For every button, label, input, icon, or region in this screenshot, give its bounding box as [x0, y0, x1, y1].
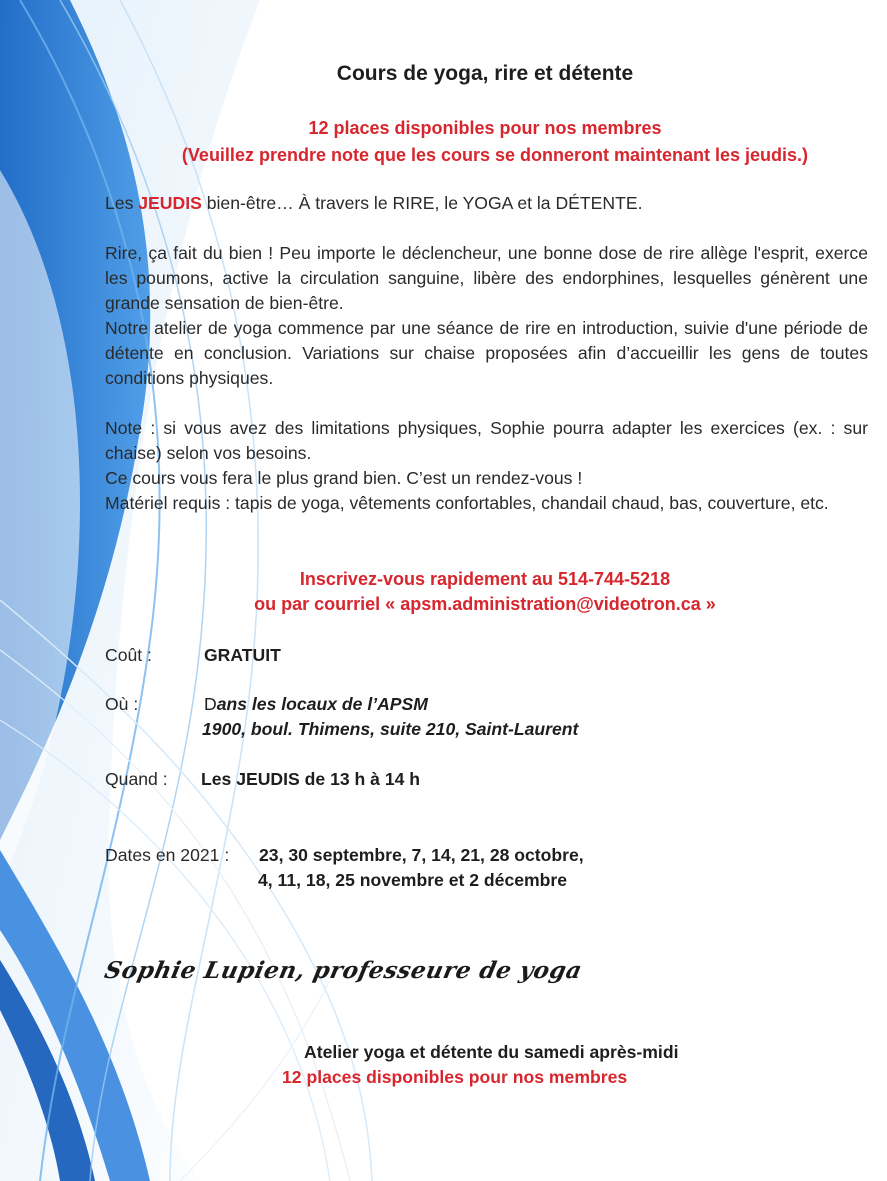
where-first-letter: D — [204, 694, 217, 714]
when-value: Les JEUDIS de 13 h à 14 h — [201, 769, 421, 789]
paragraph-rendezvous: Ce cours vous fera le plus grand bien. C’est un rendez-vous ! — [105, 468, 583, 488]
when-label: Quand : — [105, 769, 168, 789]
cost-value: GRATUIT — [204, 645, 281, 665]
schedule-note: (Veuillez prendre note que les cours se donneront maintenant les jeudis.) — [181, 145, 809, 165]
description — [105, 241, 868, 516]
dates-line-2: 4, 11, 18, 25 novembre et 2 décembre — [258, 870, 568, 890]
where-address: 1900, boul. Thimens, suite 210, Saint-Laurent — [202, 719, 579, 739]
registration-email: ou par courriel « apsm.administration@videotron.ca » — [254, 594, 716, 614]
cost-label: Coût : — [105, 645, 152, 665]
intro-highlight: JEUDIS — [138, 193, 202, 213]
dates-label: Dates en 2021 : — [105, 845, 230, 865]
intro-line — [105, 191, 868, 216]
paragraph-laughter: Rire, ça fait du bien ! Peu importe le déclencheur, une bonne dose de rire allège l'esprit, exerce les poumons, active la circulation sanguine, libère des endorphines, lesquelles génèrent une grande sensation de bien-être. — [105, 243, 868, 313]
registration-phone: Inscrivez-vous rapidement au 514-744-5218 — [299, 569, 671, 589]
intro-pre: Les — [105, 193, 139, 213]
footer-availability: 12 places disponibles pour nos membres — [282, 1067, 628, 1087]
where-rest: ans les locaux de l’APSM — [216, 694, 428, 714]
page-title: Cours de yoga, rire et détente — [336, 62, 634, 85]
paragraph-note: Note : si vous avez des limitations physiques, Sophie pourra adapter les exercices (ex. : sur chaise) selon vos besoins. — [105, 418, 868, 463]
paragraph-workshop: Notre atelier de yoga commence par une séance de rire en introduction, suivie d'une période de détente en conclusion. Variations sur chaise proposées afin d’accueillir les gens de toutes conditions physiques. — [105, 318, 868, 388]
dates-line-1: 23, 30 septembre, 7, 14, 21, 28 octobre, — [259, 845, 584, 865]
footer-workshop-title: Atelier yoga et détente du samedi après-midi — [304, 1042, 679, 1062]
instructor-signature: Sophie Lupien, professeure de yoga — [102, 957, 585, 984]
availability-line: 12 places disponibles pour nos membres — [308, 118, 662, 138]
paragraph-equipment: Matériel requis : tapis de yoga, vêtements confortables, chandail chaud, bas, couverture, etc. — [105, 493, 829, 513]
where-label: Où : — [105, 694, 139, 714]
intro-post: bien-être… À travers le RIRE, le YOGA et la DÉTENTE. — [201, 193, 643, 213]
where-line-1 — [204, 694, 428, 715]
